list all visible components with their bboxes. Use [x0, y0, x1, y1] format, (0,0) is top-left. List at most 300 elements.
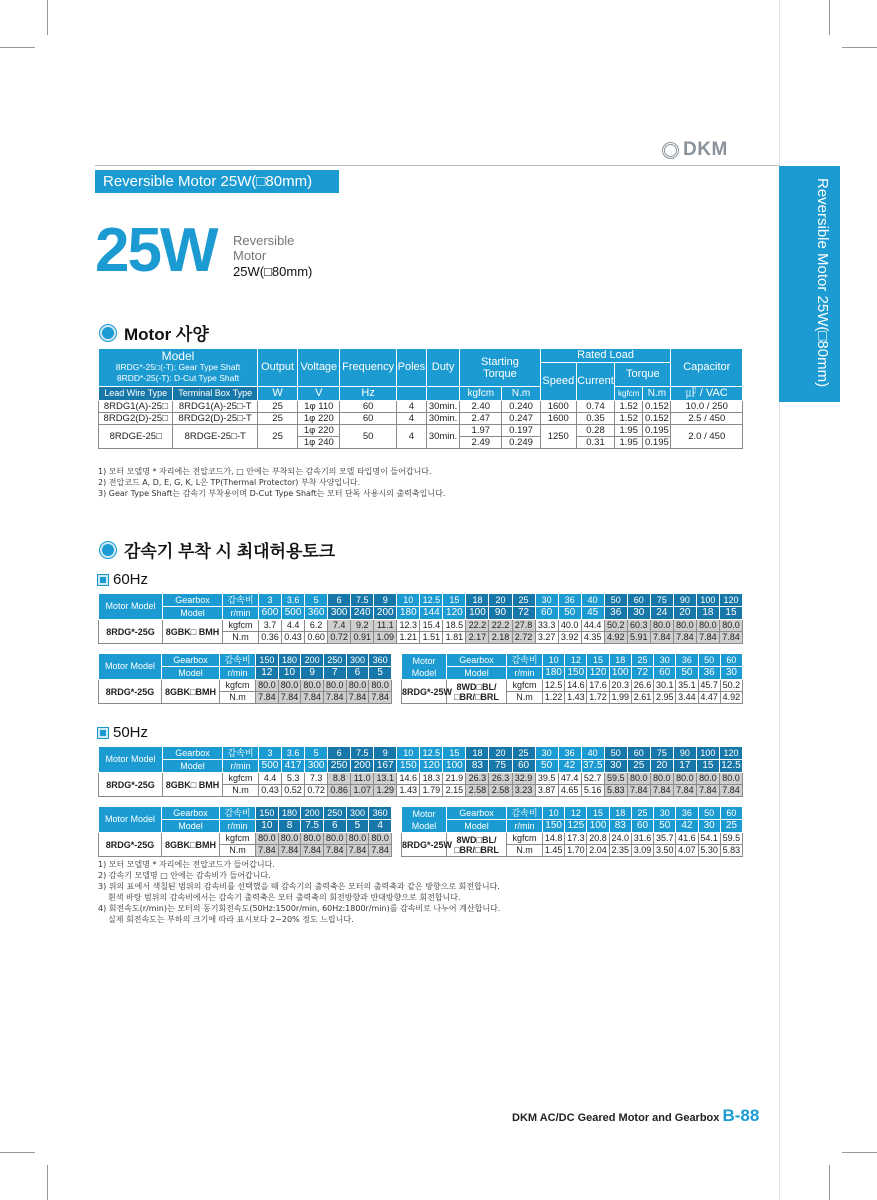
rmin-cell: 125 [565, 820, 587, 833]
nm-cell: 7.84 [346, 845, 369, 857]
nm-cell: 2.17 [466, 632, 489, 644]
nm-cell: 0.72 [328, 632, 351, 644]
rmin-cell: 75 [489, 760, 512, 773]
ratio-cell: 3.6 [282, 594, 305, 607]
ratio-cell: 20 [489, 594, 512, 607]
ratio-cell: 15 [587, 807, 609, 820]
ratio-cell: 30 [535, 747, 558, 760]
col-output: Output [257, 349, 297, 387]
motor-model: 8RDG*-25W [402, 680, 447, 704]
gearbox-header: Gearbox [163, 594, 223, 607]
current: 0.31 [576, 437, 614, 449]
rmin-cell: 60 [535, 607, 558, 620]
note-line: 흰색 바탕 범위의 감속비에서는 감속기 출력축은 모터 출력축의 회전방향과 반대방향으로 회전합니다. [108, 893, 461, 902]
ratio-cell: 30 [654, 807, 676, 820]
ratio-cell: 15 [443, 747, 466, 760]
rmin-cell: 120 [443, 607, 466, 620]
ratio-cell: 25 [512, 594, 535, 607]
gearbox-model-header: Model [162, 820, 220, 833]
rmin-cell: 25 [627, 760, 650, 773]
model-note: 8RDD*-25(-T): D-Cut Type Shaft [116, 373, 240, 383]
bullet-square-icon [98, 728, 108, 738]
starting-kgfcm: 1.97 [460, 425, 502, 437]
spec-cell-lead: 8RDG2(D)-25□ [99, 413, 173, 425]
kgfcm-cell: 80.0 [369, 833, 392, 845]
nm-cell: 1.09 [374, 632, 397, 644]
kgfcm-cell: 22.2 [466, 620, 489, 632]
rmin-header: r/min [507, 820, 543, 833]
header-row [99, 594, 743, 607]
nm-cell: 3.50 [654, 845, 676, 857]
rmin-cell: 42 [558, 760, 581, 773]
nm-cell: 2.72 [512, 632, 535, 644]
rmin-cell: 180 [397, 607, 420, 620]
ratio-cell: 75 [650, 594, 673, 607]
unit-blank [396, 387, 426, 401]
ratio-cell: 250 [323, 807, 346, 820]
torque-notes [98, 859, 500, 925]
rmin-cell: 120 [420, 760, 443, 773]
kgfcm-cell: 20.3 [609, 680, 631, 692]
rmin-cell: 10 [256, 820, 279, 833]
rmin-cell: 6 [323, 820, 346, 833]
kgfcm-cell: 4.4 [259, 773, 282, 785]
header-row [402, 667, 743, 680]
model-note: 8RDG*-25□(-T): Gear Type Shaft [115, 362, 241, 372]
col-starting-torque [460, 349, 541, 387]
gearbox-model: 8GBK□BMH [162, 680, 220, 704]
spec-cell-frequency: 60 [340, 401, 396, 413]
rmin-header: r/min [220, 820, 256, 833]
kgfcm-cell: 52.7 [581, 773, 604, 785]
torque-table [98, 653, 392, 704]
rmin-cell: 45 [581, 607, 604, 620]
ratio-cell: 180 [278, 654, 301, 667]
torque-table [98, 593, 743, 644]
nm-label: N.m [507, 845, 543, 857]
rmin-cell: 200 [351, 760, 374, 773]
kgfcm-cell: 26.3 [489, 773, 512, 785]
rmin-cell: 100 [443, 760, 466, 773]
kgfcm-cell: 9.2 [351, 620, 374, 632]
spec-cell-duty: 30min. [426, 401, 459, 413]
nm-cell: 2.95 [654, 692, 676, 704]
kgfcm-cell: 24.0 [609, 833, 631, 845]
kgfcm-cell: 80.0 [323, 833, 346, 845]
torque-table [401, 806, 743, 857]
col-torque2: Torque [615, 363, 671, 387]
nm-cell: 7.84 [650, 785, 673, 797]
ratio-cell: 50 [698, 807, 720, 820]
rmin-cell: 83 [609, 820, 631, 833]
nm-label: N.m [507, 692, 543, 704]
unit-hz: Hz [340, 387, 396, 401]
voltage: 1φ 220 [298, 425, 340, 437]
rmin-cell: 25 [720, 820, 742, 833]
nm-cell: 1.81 [443, 632, 466, 644]
nm-cell: 1.51 [420, 632, 443, 644]
nm-cell: 0.86 [328, 785, 351, 797]
kgfcm-cell: 80.0 [369, 680, 392, 692]
kgfcm-label: kgfcm [223, 773, 259, 785]
ratio-cell: 12 [565, 807, 587, 820]
rmin-cell: 360 [305, 607, 328, 620]
gearbox-model: 8WD□BL/□BR/□BRL [447, 833, 507, 857]
voltage: 1φ 240 [298, 437, 340, 449]
nm-cell: 7.84 [278, 845, 301, 857]
nm-cell: 2.04 [587, 845, 609, 857]
kgfcm-cell: 26.6 [631, 680, 653, 692]
spec-cell-voltage: 1φ 110 [298, 401, 340, 413]
ratio-header: 감속비 [223, 594, 259, 607]
ratio-cell: 5 [305, 747, 328, 760]
nm-cell: 2.35 [609, 845, 631, 857]
nm-cell: 7.84 [256, 692, 279, 704]
nm-cell: 0.60 [305, 632, 328, 644]
starting-nm: 0.249 [502, 437, 540, 449]
torque-table [98, 746, 743, 797]
rmin-cell: 12.5 [721, 760, 741, 771]
ratio-cell: 180 [278, 807, 301, 820]
rmin-cell: 36 [698, 667, 720, 680]
rmin-cell: 240 [351, 607, 374, 620]
unit-nm2: N.m [643, 387, 671, 401]
ratio-cell: 18 [466, 594, 489, 607]
torque-heading [100, 537, 335, 562]
rmin-header: r/min [220, 667, 256, 680]
crop-mark [0, 1152, 35, 1153]
kgfcm-cell: 80.0 [256, 680, 279, 692]
ratio-cell: 200 [301, 654, 324, 667]
rmin-cell: 5 [346, 820, 369, 833]
kgfcm-cell: 80.0 [323, 680, 346, 692]
ratio-header: 감속비 [223, 747, 259, 760]
motor-model: 8RDG*-25G [99, 620, 163, 644]
kgfcm-cell: 80.0 [278, 833, 301, 845]
nm-label: N.m [220, 692, 256, 704]
ratio-cell: 36 [676, 807, 698, 820]
rmin-cell: 50 [558, 607, 581, 620]
kgfcm-cell: 80.0 [301, 833, 324, 845]
nm-cell: 5.83 [604, 785, 627, 797]
rmin-cell: 30 [627, 607, 650, 620]
kgfcm-cell: 47.4 [558, 773, 581, 785]
crop-mark [842, 1152, 877, 1153]
side-tab-label: Reversible Motor 25W(□80mm) [814, 178, 831, 388]
ratio-cell: 10 [543, 654, 565, 667]
kgfcm-cell: 21.9 [443, 773, 466, 785]
data-row [99, 773, 743, 785]
kgfcm-cell: 40.0 [558, 620, 581, 632]
nm-cell: 7.84 [323, 845, 346, 857]
ratio-cell: 3 [259, 594, 282, 607]
motor-model-header: Motor Model [99, 654, 162, 680]
rmin-cell: 7.5 [301, 820, 324, 833]
ratio-cell: 25 [631, 654, 653, 667]
spec-cell-tq_kgfcm: 1.52 [615, 401, 643, 413]
hero-line3: 25W(□80mm) [233, 264, 313, 279]
header-row [402, 654, 743, 667]
rmin-cell: 300 [328, 607, 351, 620]
spec-cell-st_nm: 0.240 [502, 401, 540, 413]
nm-cell: 3.27 [535, 632, 558, 644]
kgfcm-cell: 7.3 [305, 773, 328, 785]
kgfcm-cell: 50.2 [720, 680, 742, 692]
col-current: Current [576, 363, 614, 401]
rmin-cell: 7 [323, 667, 346, 680]
header-rule [95, 165, 779, 166]
rmin-cell: 72 [512, 607, 535, 620]
rmin-cell: 120 [587, 667, 609, 680]
nm-cell: 2.61 [631, 692, 653, 704]
rmin-cell: 5 [369, 667, 392, 680]
kgfcm-cell: 11.0 [351, 773, 374, 785]
nm-cell: 7.84 [673, 632, 696, 644]
rmin-cell: 500 [259, 760, 282, 773]
rmin-cell: 30 [698, 820, 720, 833]
nm-cell: 3.09 [631, 845, 653, 857]
nm-cell: 7.84 [301, 845, 324, 857]
rmin-cell: 200 [374, 607, 397, 620]
nm-cell: 0.72 [305, 785, 328, 797]
kgfcm-cell: 60.3 [627, 620, 650, 632]
kgfcm-cell: 80.0 [278, 680, 301, 692]
ratio-cell: 150 [256, 807, 279, 820]
ratio-cell: 60 [720, 807, 742, 820]
rmin-cell: 150 [397, 760, 420, 773]
ratio-cell: 30 [654, 654, 676, 667]
hero-line1: Reversible [233, 233, 295, 248]
nm-cell: 1.29 [374, 785, 397, 797]
nm-cell: 5.83 [720, 845, 742, 857]
ratio-cell: 75 [650, 747, 673, 760]
kgfcm-cell: 80.0 [650, 773, 673, 785]
nm-cell: 1.22 [543, 692, 565, 704]
ratio-cell: 12.5 [420, 747, 443, 760]
rmin-cell: 20 [650, 760, 673, 773]
kgfcm-cell: 7.4 [328, 620, 351, 632]
bullet-circle-icon [100, 542, 116, 558]
spec-cell-voltage: 1φ 220 [298, 413, 340, 425]
spec-cell-tq_nm: 0.152 [643, 413, 671, 425]
note-line: 실제 회전속도는 부하의 크기에 따라 표시보다 2~20% 정도 느립니다. [108, 915, 354, 924]
ratio-cell: 6 [328, 594, 351, 607]
ratio-cell: 10 [543, 807, 565, 820]
kgfcm-cell: 39.5 [535, 773, 558, 785]
motor-model-header: Motor Model [99, 747, 163, 773]
rmin-cell: 250 [328, 760, 351, 773]
nm-label: N.m [220, 845, 256, 857]
ratio-cell: 40 [581, 747, 604, 760]
ratio-cell: 360 [369, 807, 392, 820]
rmin-cell: 60 [512, 760, 535, 773]
note-line: 2) 전압코드 A, D, E, G, K, L은 TP(Thermal Protector) 부착 사양입니다. [98, 478, 361, 487]
rmin-cell: 24 [650, 607, 673, 620]
rmin-cell: 10 [278, 667, 301, 680]
nm-cell: 3.87 [535, 785, 558, 797]
note-line: 1) 모터 모델명 * 자리에는 전압코드가, □ 안에는 부착되는 감속기의 모델 타입명이 들어갑니다. [98, 467, 432, 476]
kgfcm-cell: 8.8 [328, 773, 351, 785]
page-number: B-88 [722, 1106, 760, 1125]
rmin-cell: 300 [305, 760, 328, 773]
kgfcm-cell: 32.9 [512, 773, 535, 785]
spec-row [99, 401, 743, 413]
ratio-cell: 60 [627, 747, 650, 760]
header-row [402, 807, 743, 820]
torque-table [98, 806, 392, 857]
nm-cell: 3.92 [558, 632, 581, 644]
current: 0.28 [576, 425, 614, 437]
nm-cell: 7.84 [719, 785, 742, 797]
ratio-cell: 25 [631, 807, 653, 820]
ratio-cell: 18 [609, 654, 631, 667]
crop-mark [47, 1165, 48, 1200]
nm-label: N.m [223, 632, 259, 644]
frequency: 50 [340, 425, 396, 449]
data-row [99, 680, 392, 692]
unit-kgfcm2: kgfcm [615, 387, 643, 401]
gearbox-header: Gearbox [447, 807, 507, 820]
kgfcm-cell: 80.0 [719, 620, 742, 632]
rmin-cell: 180 [543, 667, 565, 680]
data-row [99, 620, 743, 632]
kgfcm-label: kgfcm [223, 620, 259, 632]
rmin-cell: 600 [259, 607, 282, 620]
spec-notes [98, 466, 445, 499]
nm-cell: 7.84 [696, 632, 719, 644]
spec-cell-output: 25 [257, 413, 297, 425]
nm-cell: 7.84 [369, 692, 392, 704]
rmin-cell: 150 [543, 820, 565, 833]
spec-heading-text: Motor 사양 [124, 325, 209, 344]
kgfcm-cell: 4.4 [282, 620, 305, 632]
ratio-cell: 6 [328, 747, 351, 760]
spec-cell-duty: 30min. [426, 413, 459, 425]
rmin-cell: 15 [696, 760, 719, 773]
col-model [99, 349, 258, 387]
col-lead-wire: Lead Wire Type [99, 387, 173, 401]
nm-cell: 3.23 [512, 785, 535, 797]
gearbox-header: Gearbox [447, 654, 507, 667]
nm-cell: 1.70 [565, 845, 587, 857]
ratio-header: 감속비 [507, 654, 543, 667]
ratio-cell: 12.5 [420, 594, 443, 607]
rmin-cell: 167 [374, 760, 397, 773]
rmin-header: r/min [223, 607, 259, 620]
nm-cell: 7.84 [369, 845, 392, 857]
rmin-cell: 100 [466, 607, 489, 620]
spec-cell-current: 0.74 [576, 401, 614, 413]
duty: 30min. [426, 425, 459, 449]
nm-cell: 2.58 [466, 785, 489, 797]
ratio-cell: 120 [719, 747, 742, 760]
kgfcm-cell: 20.8 [587, 833, 609, 845]
kgfcm-cell: 12.5 [543, 680, 565, 692]
kgfcm-cell: 33.3 [535, 620, 558, 632]
ratio-cell: 36 [676, 654, 698, 667]
col-model-label: Model [161, 349, 195, 363]
gearbox-model: 8GBK□BMH [162, 833, 220, 857]
torque-nm: 0.195 [643, 425, 671, 437]
kgfcm-cell: 27.8 [512, 620, 535, 632]
kgfcm-cell: 80.0 [696, 620, 719, 632]
nm-cell: 0.43 [259, 785, 282, 797]
note-line: 3) Gear Type Shaft는 감속기 부착용이며 D-Cut Type Shaft는 모터 단독 사용시의 출력축입니다. [98, 489, 446, 498]
rmin-cell: 83 [466, 760, 489, 773]
rmin-cell: 50 [676, 667, 698, 680]
kgfcm-label: kgfcm [220, 680, 256, 692]
ratio-cell: 20 [489, 747, 512, 760]
spec-cell-speed: 1600 [540, 413, 576, 425]
nm-cell: 5.91 [627, 632, 650, 644]
kgfcm-label: kgfcm [220, 833, 256, 845]
nm-cell: 4.07 [676, 845, 698, 857]
ratio-cell: 120 [719, 594, 742, 607]
nm-cell: 2.58 [489, 785, 512, 797]
unit-blank [426, 387, 459, 401]
kgfcm-cell: 80.0 [301, 680, 324, 692]
motor-model: 8RDG*-25G [99, 773, 163, 797]
rmin-cell: 30 [604, 760, 627, 773]
ratio-cell: 12 [565, 654, 587, 667]
col-voltage: Voltage [298, 349, 340, 387]
ratio-cell: 100 [696, 747, 719, 760]
nm-cell: 4.92 [720, 692, 742, 704]
rmin-cell: 500 [282, 607, 305, 620]
brand-logo [662, 139, 728, 161]
kgfcm-cell: 5.3 [282, 773, 305, 785]
ratio-cell: 150 [256, 654, 279, 667]
rmin-cell: 15 [719, 607, 742, 620]
kgfcm-cell: 6.2 [305, 620, 328, 632]
bullet-circle-icon [100, 325, 116, 341]
kgfcm-label: kgfcm [507, 680, 543, 692]
kgfcm-cell: 18.5 [443, 620, 466, 632]
ratio-cell: 18 [466, 747, 489, 760]
spec-cell-poles: 4 [396, 401, 426, 413]
kgfcm-cell: 45.7 [698, 680, 720, 692]
nm-cell: 7.84 [650, 632, 673, 644]
nm-cell: 1.07 [351, 785, 374, 797]
ratio-cell: 40 [581, 594, 604, 607]
bullet-square-icon [98, 575, 108, 585]
kgfcm-cell: 30.1 [654, 680, 676, 692]
unit-nm: N.m [502, 387, 540, 401]
kgfcm-cell: 11.1 [374, 620, 397, 632]
nm-label: N.m [223, 785, 259, 797]
nm-cell: 2.15 [443, 785, 466, 797]
rmin-cell: 417 [282, 760, 305, 773]
data-row [402, 680, 743, 692]
nm-cell: 1.43 [565, 692, 587, 704]
spec-cell-cap: 10.0 / 250 [671, 401, 743, 413]
spec-cell-cap: 2.5 / 450 [671, 413, 743, 425]
rmin-cell: 8 [278, 820, 301, 833]
kgfcm-cell: 14.6 [397, 773, 420, 785]
header-row [99, 747, 743, 760]
spec-cell-output: 25 [257, 401, 297, 413]
gear-logo-icon [662, 142, 679, 159]
nm-cell: 0.43 [282, 632, 305, 644]
note-line: 2) 감속기 모델명 □ 안에는 감속비가 들어갑니다. [98, 871, 271, 880]
spec-cell-terminal: 8RDG1(A)-25□-T [173, 401, 258, 413]
hero-wattage: 25W [95, 216, 217, 285]
ratio-cell: 36 [558, 594, 581, 607]
motor-model-header [402, 807, 447, 833]
ratio-cell: 9 [374, 594, 397, 607]
motor-model: 8RDG*-25W [402, 833, 447, 857]
ratio-cell: 3 [259, 747, 282, 760]
